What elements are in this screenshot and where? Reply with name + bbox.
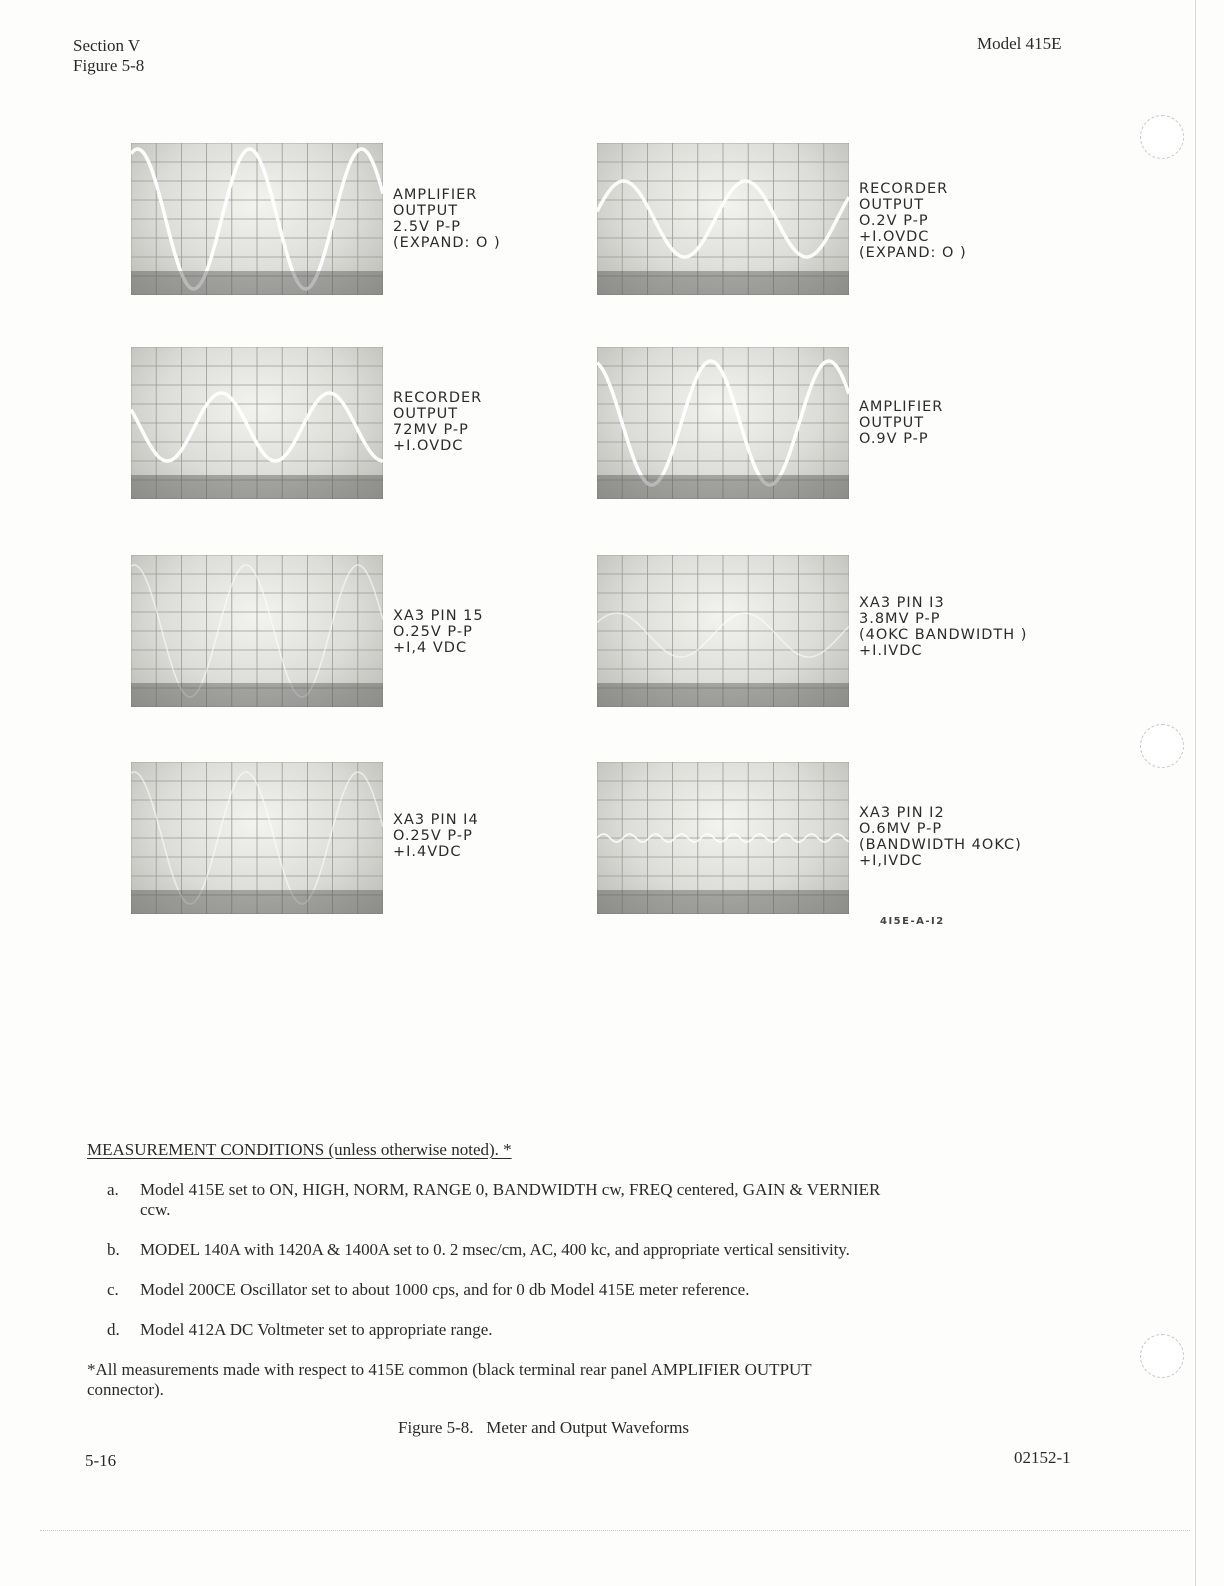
- scope-photo: [597, 143, 849, 295]
- condition-letter: a.: [107, 1180, 119, 1199]
- model-label: Model 415E: [977, 34, 1062, 53]
- scope-display: [597, 555, 849, 707]
- condition-text: Model 415E set to ON, HIGH, NORM, RANGE 0, BANDWIDTH cw, FREQ centered, GAIN & VERNIER ccw.: [140, 1180, 881, 1219]
- scope-display: [597, 347, 849, 499]
- document-code: 02152-1: [1014, 1448, 1071, 1467]
- binder-hole: [1140, 115, 1184, 159]
- waveform-label: AMPLIFIER OUTPUT 2.5V P-P (EXPAND: O ): [393, 187, 501, 251]
- section-label: Section V: [73, 36, 141, 55]
- condition-text: Model 412A DC Voltmeter set to appropriate range.: [140, 1320, 493, 1339]
- condition-letter: d.: [107, 1320, 120, 1339]
- waveform-label: XA3 PIN 15 O.25V P-P +I,4 VDC: [393, 608, 484, 656]
- scope-display: [131, 347, 383, 499]
- scope-shadow: [131, 890, 383, 914]
- waveform-label: RECORDER OUTPUT 72MV P-P +I.OVDC: [393, 390, 483, 454]
- page-number: 5-16: [85, 1451, 117, 1470]
- page-edge-line: [1195, 0, 1196, 1586]
- scope-photo: [131, 143, 383, 295]
- binder-hole: [1140, 1334, 1184, 1378]
- scope-photo: [597, 762, 849, 914]
- figure-ref-label: Figure 5-8: [73, 56, 145, 75]
- scope-photo: [131, 762, 383, 914]
- waveform-label: XA3 PIN I2 O.6MV P-P (BANDWIDTH 4OKC) +I,IVDC: [859, 805, 1022, 869]
- condition-text: Model 200CE Oscillator set to about 1000 cps, and for 0 db Model 415E meter reference.: [140, 1280, 750, 1299]
- scope-shadow: [131, 271, 383, 295]
- scope-photo: [597, 555, 849, 707]
- scope-shadow: [131, 683, 383, 707]
- waveform-label: AMPLIFIER OUTPUT O.9V P-P: [859, 399, 944, 447]
- waveform-label: XA3 PIN I3 3.8MV P-P (4OKC BANDWIDTH ) +I.IVDC: [859, 595, 1028, 659]
- scope-display: [597, 762, 849, 914]
- condition-letter: c.: [107, 1280, 119, 1299]
- binder-hole: [1140, 724, 1184, 768]
- condition-item: [107, 1180, 1067, 1220]
- scope-shadow: [597, 475, 849, 499]
- condition-text: MODEL 140A with 1420A & 1400A set to 0. 2 msec/cm, AC, 400 kc, and appropriate vertical sensitivity.: [140, 1240, 850, 1259]
- conditions-heading: MEASUREMENT CONDITIONS (unless otherwise noted). *: [87, 1140, 512, 1159]
- scope-display: [131, 143, 383, 295]
- condition-item: [107, 1280, 1067, 1300]
- condition-letter: b.: [107, 1240, 120, 1259]
- figure-id: 4I5E-A-I2: [880, 916, 945, 927]
- scope-shadow: [597, 271, 849, 295]
- scope-display: [597, 143, 849, 295]
- waveform-label: XA3 PIN I4 O.25V P-P +I.4VDC: [393, 812, 479, 860]
- page-bottom-line: [40, 1530, 1190, 1532]
- condition-item: [107, 1240, 1087, 1260]
- figure-caption: Figure 5-8. Meter and Output Waveforms: [398, 1418, 690, 1437]
- scope-shadow: [131, 475, 383, 499]
- scope-display: [131, 555, 383, 707]
- waveform-label: RECORDER OUTPUT O.2V P-P +I.OVDC (EXPAND: O ): [859, 181, 967, 261]
- scope-shadow: [597, 683, 849, 707]
- scope-photo: [131, 555, 383, 707]
- scope-photo: [131, 347, 383, 499]
- condition-item: [107, 1320, 1067, 1340]
- scope-display: [131, 762, 383, 914]
- scope-photo: [597, 347, 849, 499]
- footnote: *All measurements made with respect to 415E common (black terminal rear panel AMPLIFIER OUTPUT connector).: [87, 1360, 812, 1399]
- scope-shadow: [597, 890, 849, 914]
